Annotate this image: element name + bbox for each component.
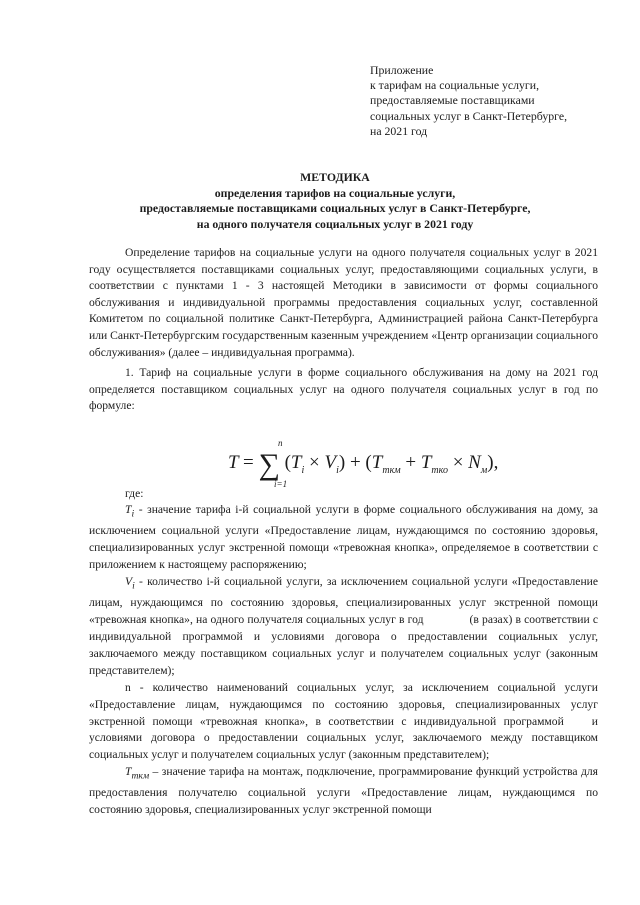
definition-vi [89,574,598,680]
appendix-line: социальных услуг в Санкт-Петербурге, [370,108,568,123]
point-1-paragraph: 1. Тариф на социальные услуги в форме социального обслуживания на дому на 2021 год определяется поставщиком социальных услуг на одного получателя социальных услуг в год по формуле: [89,366,598,413]
body-text [89,245,598,415]
formula-term-nm: N [468,452,481,473]
var-symbol: T [125,765,132,779]
sum-upper-limit: n [278,438,283,448]
formula-term-vi: V [324,452,337,473]
formula-sub: ткм [382,464,401,476]
definition-text: – значение тарифа на монтаж, подключение, программирование функций устройства для предоставления получателю социальной услуги «Предоставление лицам, нуждающимся по состоянию здоровья, специализированных услуг экстренной помощи [89,765,598,817]
definition-tkm [89,764,598,819]
var-symbol: T [125,503,132,516]
definition-ti [89,502,598,574]
formula-term-tko: T [420,452,432,473]
var-sub: i [132,580,135,592]
appendix-line: к тарифам на социальные услуги, [370,78,540,93]
appendix-line: Приложение [370,63,434,77]
definition-text: - значение тарифа i-й социальной услуги в форме социального обслуживания на дому, за исключением социальной услуги «Предоставление лицам, нуждающимся по состоянию здоровья, специализированных услуг экстренной помощи «тревожная кнопка», определяемое в соответствии с приложением к настоящему распоряжению; [89,503,598,572]
formula-sub: i [336,464,339,476]
formula-sub: i [301,464,305,476]
definition-text: (в разах) в соответствии с индивидуальной программой и условиями договора о предоставлении социальных услуг, заключаемого между поставщиком социальных услуг и получателем социальных услуг (законным представителем); [89,613,598,677]
where-label: где: [125,487,144,500]
formula-term-tkm: T [371,452,383,473]
definition-text: n - количество наименований социальных услуг, за исключением социальной услуги «Предоставление лицам, нуждающимся по состоянию здоровья, специализированных услуг экстренной помощи «тревожная кнопка», в соответствии с индивидуальной программой [89,680,598,728]
formula-term-ti: T [290,452,302,473]
var-symbol: V [125,574,133,588]
formula-sub: м [480,464,488,476]
definitions [89,502,598,819]
title-line: МЕТОДИКА [300,170,370,184]
var-sub: i [131,508,135,520]
title-line: предоставляемые поставщиками социальных услуг в Санкт-Петербурге, [139,201,531,215]
title-line: определения тарифов на социальные услуги, [214,185,456,200]
appendix-line: предоставляемые поставщиками [370,93,535,108]
sum-sign: ∑ [258,448,280,481]
sum-lower-limit: i=1 [274,479,288,489]
tariff-formula [228,438,528,496]
document-title [80,170,590,232]
intro-paragraph: Определение тарифов на социальные услуги на одного получателя социальных услуг в 2021 году осуществляется поставщиками социальных услуг, предоставляющими социальных услуги, в соответствии с пунктами 1 - 3 настоящей Методики в зависимости от формы социального обслуживания и индивидуальной программы предоставления социальных услуг, составленной Комитетом по социальной политике Санкт-Петербурга, Администрацией района Санкт-Петербурга или Санкт-Петербургским государственным казенным учреждением «Центр организации социального обслуживания» (далее – индивидуальная программа). [89,246,598,359]
definition-n [89,680,598,765]
appendix-line: на 2021 год [370,123,428,138]
definition-text: и условиями договора о предоставлении социальных услуг, заключаемого между поставщиком социальных услуг и получателем социальных услуг (законным представителем); [89,714,598,762]
var-sub: ткм [131,770,150,782]
definition-text: - количество i-й социальной услуги, за исключением социальной услуги «Предоставление лицам, нуждающимся по состоянию здоровья, специализированных услуг экстренной помощи «тревожная кнопка», на одного получателя социальных услуг в год [89,574,598,627]
appendix-header [370,63,620,139]
formula-expression: T = ∑ $(T_i \times V_i) + (T_{ткм} + T_{тко} \times N_м)$, [228,448,499,481]
formula-sub: тко [431,464,448,476]
formula-lhs: T [228,452,239,473]
title-line: на одного получателя социальных услуг в 2021 году [196,216,474,231]
